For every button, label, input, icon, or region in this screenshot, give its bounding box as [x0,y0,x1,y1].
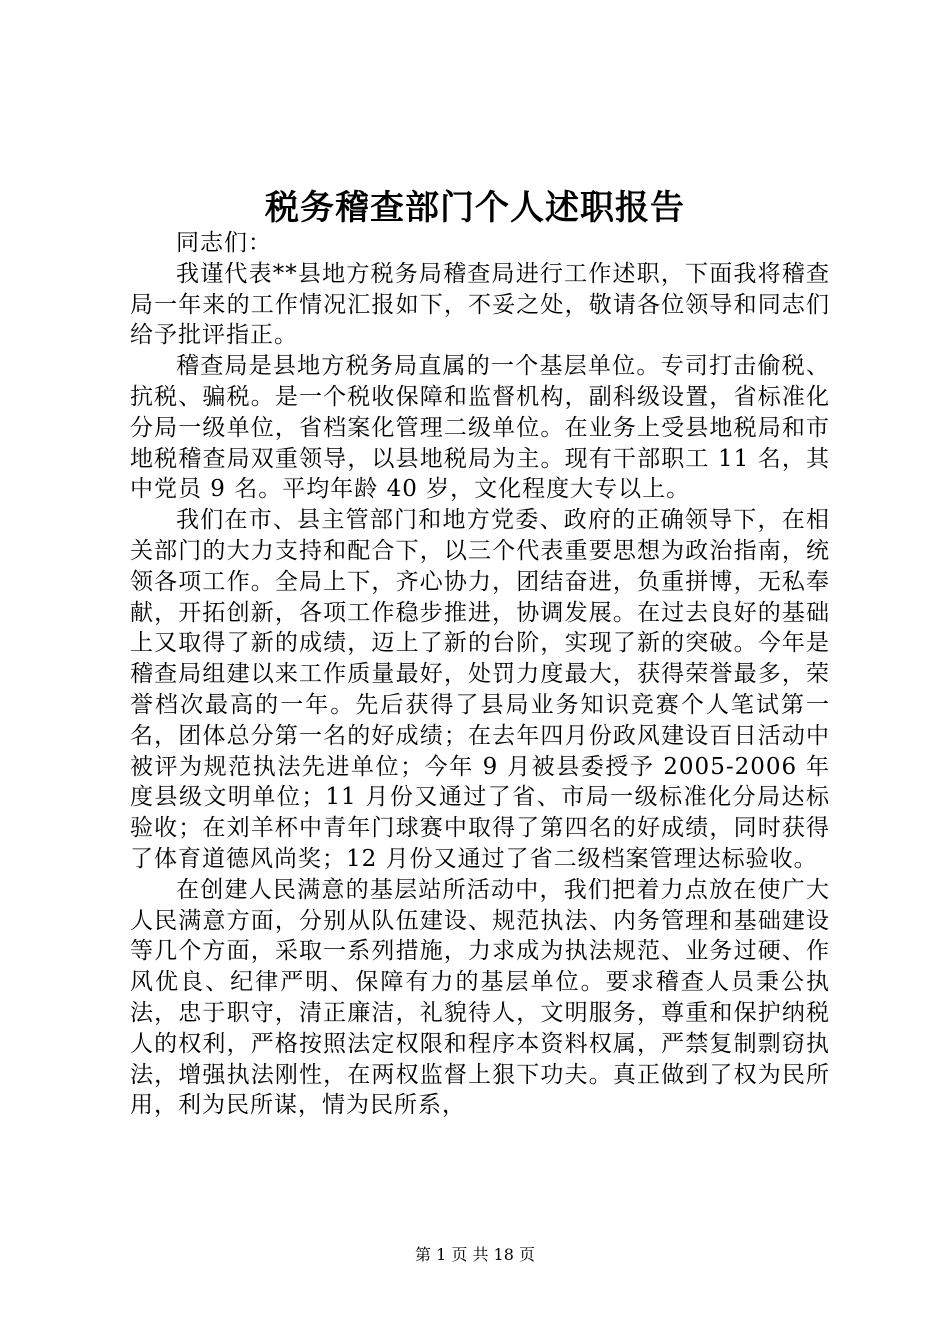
page-number-footer: 第 1 页 共 18 页 [415,1245,535,1264]
document-body [130,228,830,1121]
paragraph-1: 我谨代表**县地方税务局稽查局进行工作述职，下面我将稽查局一年来的工作情况汇报如下，不妥之处，敬请各位领导和同志们给予批评指正。 [130,260,830,349]
paragraph-4: 在创建人民满意的基层站所活动中，我们把着力点放在使广大人民满意方面，分别从队伍建设、规范执法、内务管理和基础建设等几个方面，采取一系列措施，力求成为执法规范、业务过硬、作风优良、纪律严明、保障有力的基层单位。要求稽查人员秉公执法，忠于职守，清正廉洁，礼貌待人，文明服务，尊重和保护纳税人的权利，严格按照法定权限和程序本资料权属，严禁复制剽窃执法，增强执法刚性，在两权监督上狠下功夫。真正做到了权为民所用，利为民所谋，情为民所系， [130,876,830,1119]
paragraph-2: 稽查局是县地方税务局直属的一个基层单位。专司打击偷税、抗税、骗税。是一个税收保障和监督机构，副科级设置，省标准化分局一级单位，省档案化管理二级单位。在业务上受县地税局和市地税稽查局双重领导，以县地税局为主。现有干部职工 11 名，其中党员 9 名。平均年龄 40 岁，文化程度大专以上。 [130,353,830,503]
paragraph-3: 我们在市、县主管部门和地方党委、政府的正确领导下，在相关部门的大力支持和配合下，以三个代表重要思想为政治指南，统领各项工作。全局上下，齐心协力，团结奋进，负重拼博，无私奉献，开拓创新，各项工作稳步推进，协调发展。在过去良好的基础上又取得了新的成绩，迈上了新的台阶，实现了新的突破。今年是稽查局组建以来工作质量最好，处罚力度最大，获得荣誉最多，荣誉档次最高的一年。先后获得了县局业务知识竞赛个人笔试第一名，团体总分第一名的好成绩；在去年四月份政风建设百日活动中被评为规范执法先进单位；今年 9 月被县委授予 2005-2006 年度县级文明单位；11 月份又通过了省、市局一级标准化分局达标验收；在刘羊杯中青年门球赛中取得了第四名的好成绩，同时获得了体育道德风尚奖；12 月份又通过了省二级档案管理达标验收。 [130,507,830,872]
document-title: 税务稽查部门个人述职报告 [265,188,685,228]
salutation: 同志们： [176,230,272,256]
